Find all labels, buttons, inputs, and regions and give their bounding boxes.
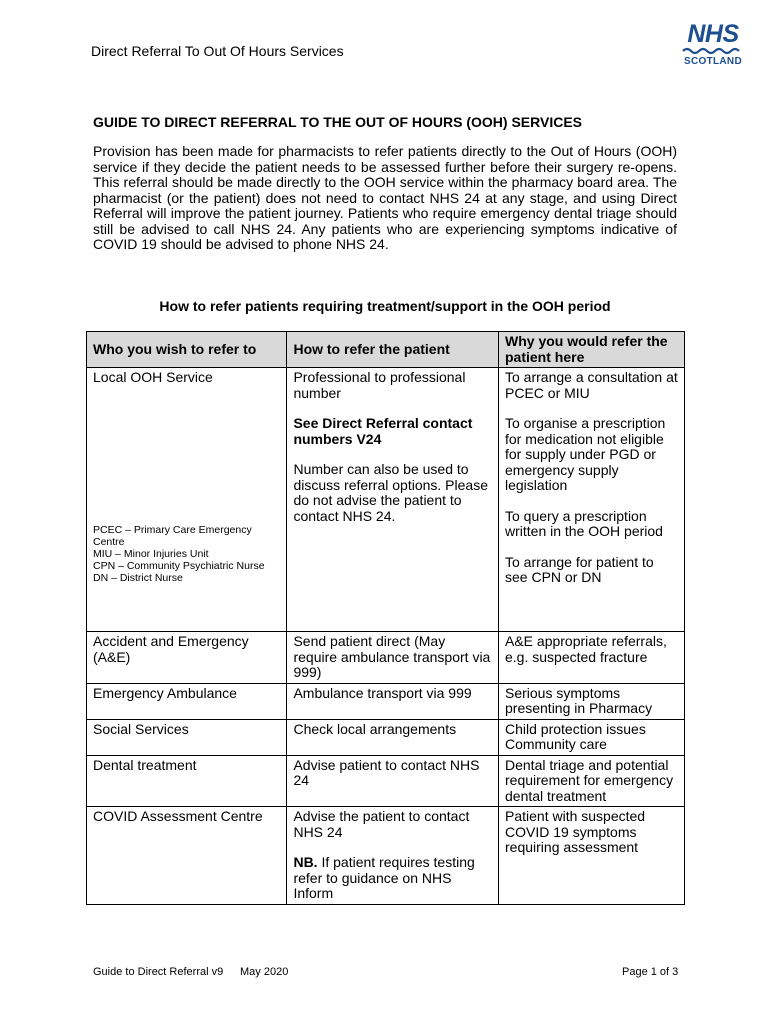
cell-why-dental: Dental triage and potential requirement for emergency dental treatment <box>499 755 685 807</box>
cell-who-dental: Dental treatment <box>87 755 287 807</box>
cell-who-local-ooh <box>87 368 287 632</box>
column-header-who: Who you wish to refer to <box>87 332 287 368</box>
why-query-prescription: To query a prescription written in the OOH period <box>505 507 663 539</box>
footer-date: May 2020 <box>240 966 289 978</box>
column-header-why: Why you would refer the patient here <box>499 332 685 368</box>
abbreviations-list <box>93 524 280 584</box>
table-header-row <box>87 332 685 368</box>
how-covid: Advise the patient to contact NHS 24 <box>293 808 470 840</box>
nb-label: NB. <box>293 854 318 870</box>
footer-document-name: Guide to Direct Referral v9 <box>93 966 224 978</box>
why-prescription: To organise a prescription for medication not eligible for supply under PGD or emergency supply legislation <box>505 415 666 493</box>
cell-how-local-ooh <box>287 368 499 632</box>
column-header-how: How to refer the patient <box>287 332 499 368</box>
cell-how-ambulance: Ambulance transport via 999 <box>287 683 499 719</box>
cell-why-covid: Patient with suspected COVID 19 symptoms requiring assessment <box>499 807 685 905</box>
how-professional-number: Professional to professional number <box>293 369 466 401</box>
document-title: GUIDE TO DIRECT REFERRAL TO THE OUT OF HOURS (OOH) SERVICES <box>93 114 583 130</box>
cell-why-ae: A&E appropriate referrals, e.g. suspected fracture <box>499 632 685 684</box>
why-cpn-dn: To arrange for patient to see CPN or DN <box>505 553 654 585</box>
cell-who-ae: Accident and Emergency (A&E) <box>87 632 287 684</box>
nb-text: If patient requires testing refer to guidance on NHS Inform <box>293 854 475 901</box>
table-row-local-ooh <box>87 368 685 632</box>
table-row-covid <box>87 807 685 905</box>
nhs-scotland-logo <box>678 22 748 70</box>
running-title: Direct Referral To Out Of Hours Services <box>91 43 344 59</box>
cell-who-ambulance: Emergency Ambulance <box>87 683 287 719</box>
how-discuss-options: Number can also be used to discuss referral options. Please do not advise the patient to contact NHS 24. <box>293 461 488 524</box>
cell-why-social: Child protection issues Community care <box>499 719 685 755</box>
footer-page-number: Page 1 of 3 <box>622 966 679 978</box>
intro-paragraph: Provision has been made for pharmacists to refer patients directly to the Out of Hours (OOH) service if they decide the patient needs to be assessed further before their surgery re-opens. This referral should be made directly to the OOH service within the pharmacy board area. The pharmacist (or the patient) does not need to contact NHS 24 at any stage, and using Direct Referral will improve the patient journey. Patients who require emergency dental triage should still be advised to call NHS 24. Any patients who are experiencing symptoms indicative of COVID 19 should be advised to phone NHS 24. <box>93 143 677 252</box>
cell-how-covid <box>287 807 499 905</box>
logo-scotland-text: SCOTLAND <box>684 56 742 67</box>
abbreviation-miu: MIU – Minor Injuries Unit <box>93 547 209 560</box>
cell-how-ae: Send patient direct (May require ambulance transport via 999) <box>287 632 499 684</box>
table-row-social <box>87 719 685 755</box>
cell-who-covid: COVID Assessment Centre <box>87 807 287 905</box>
abbreviation-pcec: PCEC – Primary Care Emergency Centre <box>93 523 252 548</box>
cell-how-social: Check local arrangements <box>287 719 499 755</box>
table-row-dental <box>87 755 685 807</box>
covid-nb-note <box>293 855 492 902</box>
cell-why-ambulance: Serious symptoms presenting in Pharmacy <box>499 683 685 719</box>
logo-waves-icon <box>682 47 744 55</box>
table-heading: How to refer patients requiring treatment/support in the OOH period <box>159 298 611 314</box>
cell-how-dental: Advise patient to contact NHS 24 <box>287 755 499 807</box>
referral-table <box>86 331 685 905</box>
cell-who-social: Social Services <box>87 719 287 755</box>
why-consultation: To arrange a consultation at PCEC or MIU <box>505 369 678 401</box>
table-row-ambulance <box>87 683 685 719</box>
abbreviation-dn: DN – District Nurse <box>93 571 183 584</box>
abbreviation-cpn: CPN – Community Psychiatric Nurse <box>93 559 265 572</box>
cell-why-local-ooh <box>499 368 685 632</box>
logo-nhs-text: NHS <box>687 20 739 48</box>
who-local-ooh: Local OOH Service <box>93 369 213 385</box>
table-row-ae <box>87 632 685 684</box>
how-see-direct-referral: See Direct Referral contact numbers V24 <box>293 415 473 447</box>
